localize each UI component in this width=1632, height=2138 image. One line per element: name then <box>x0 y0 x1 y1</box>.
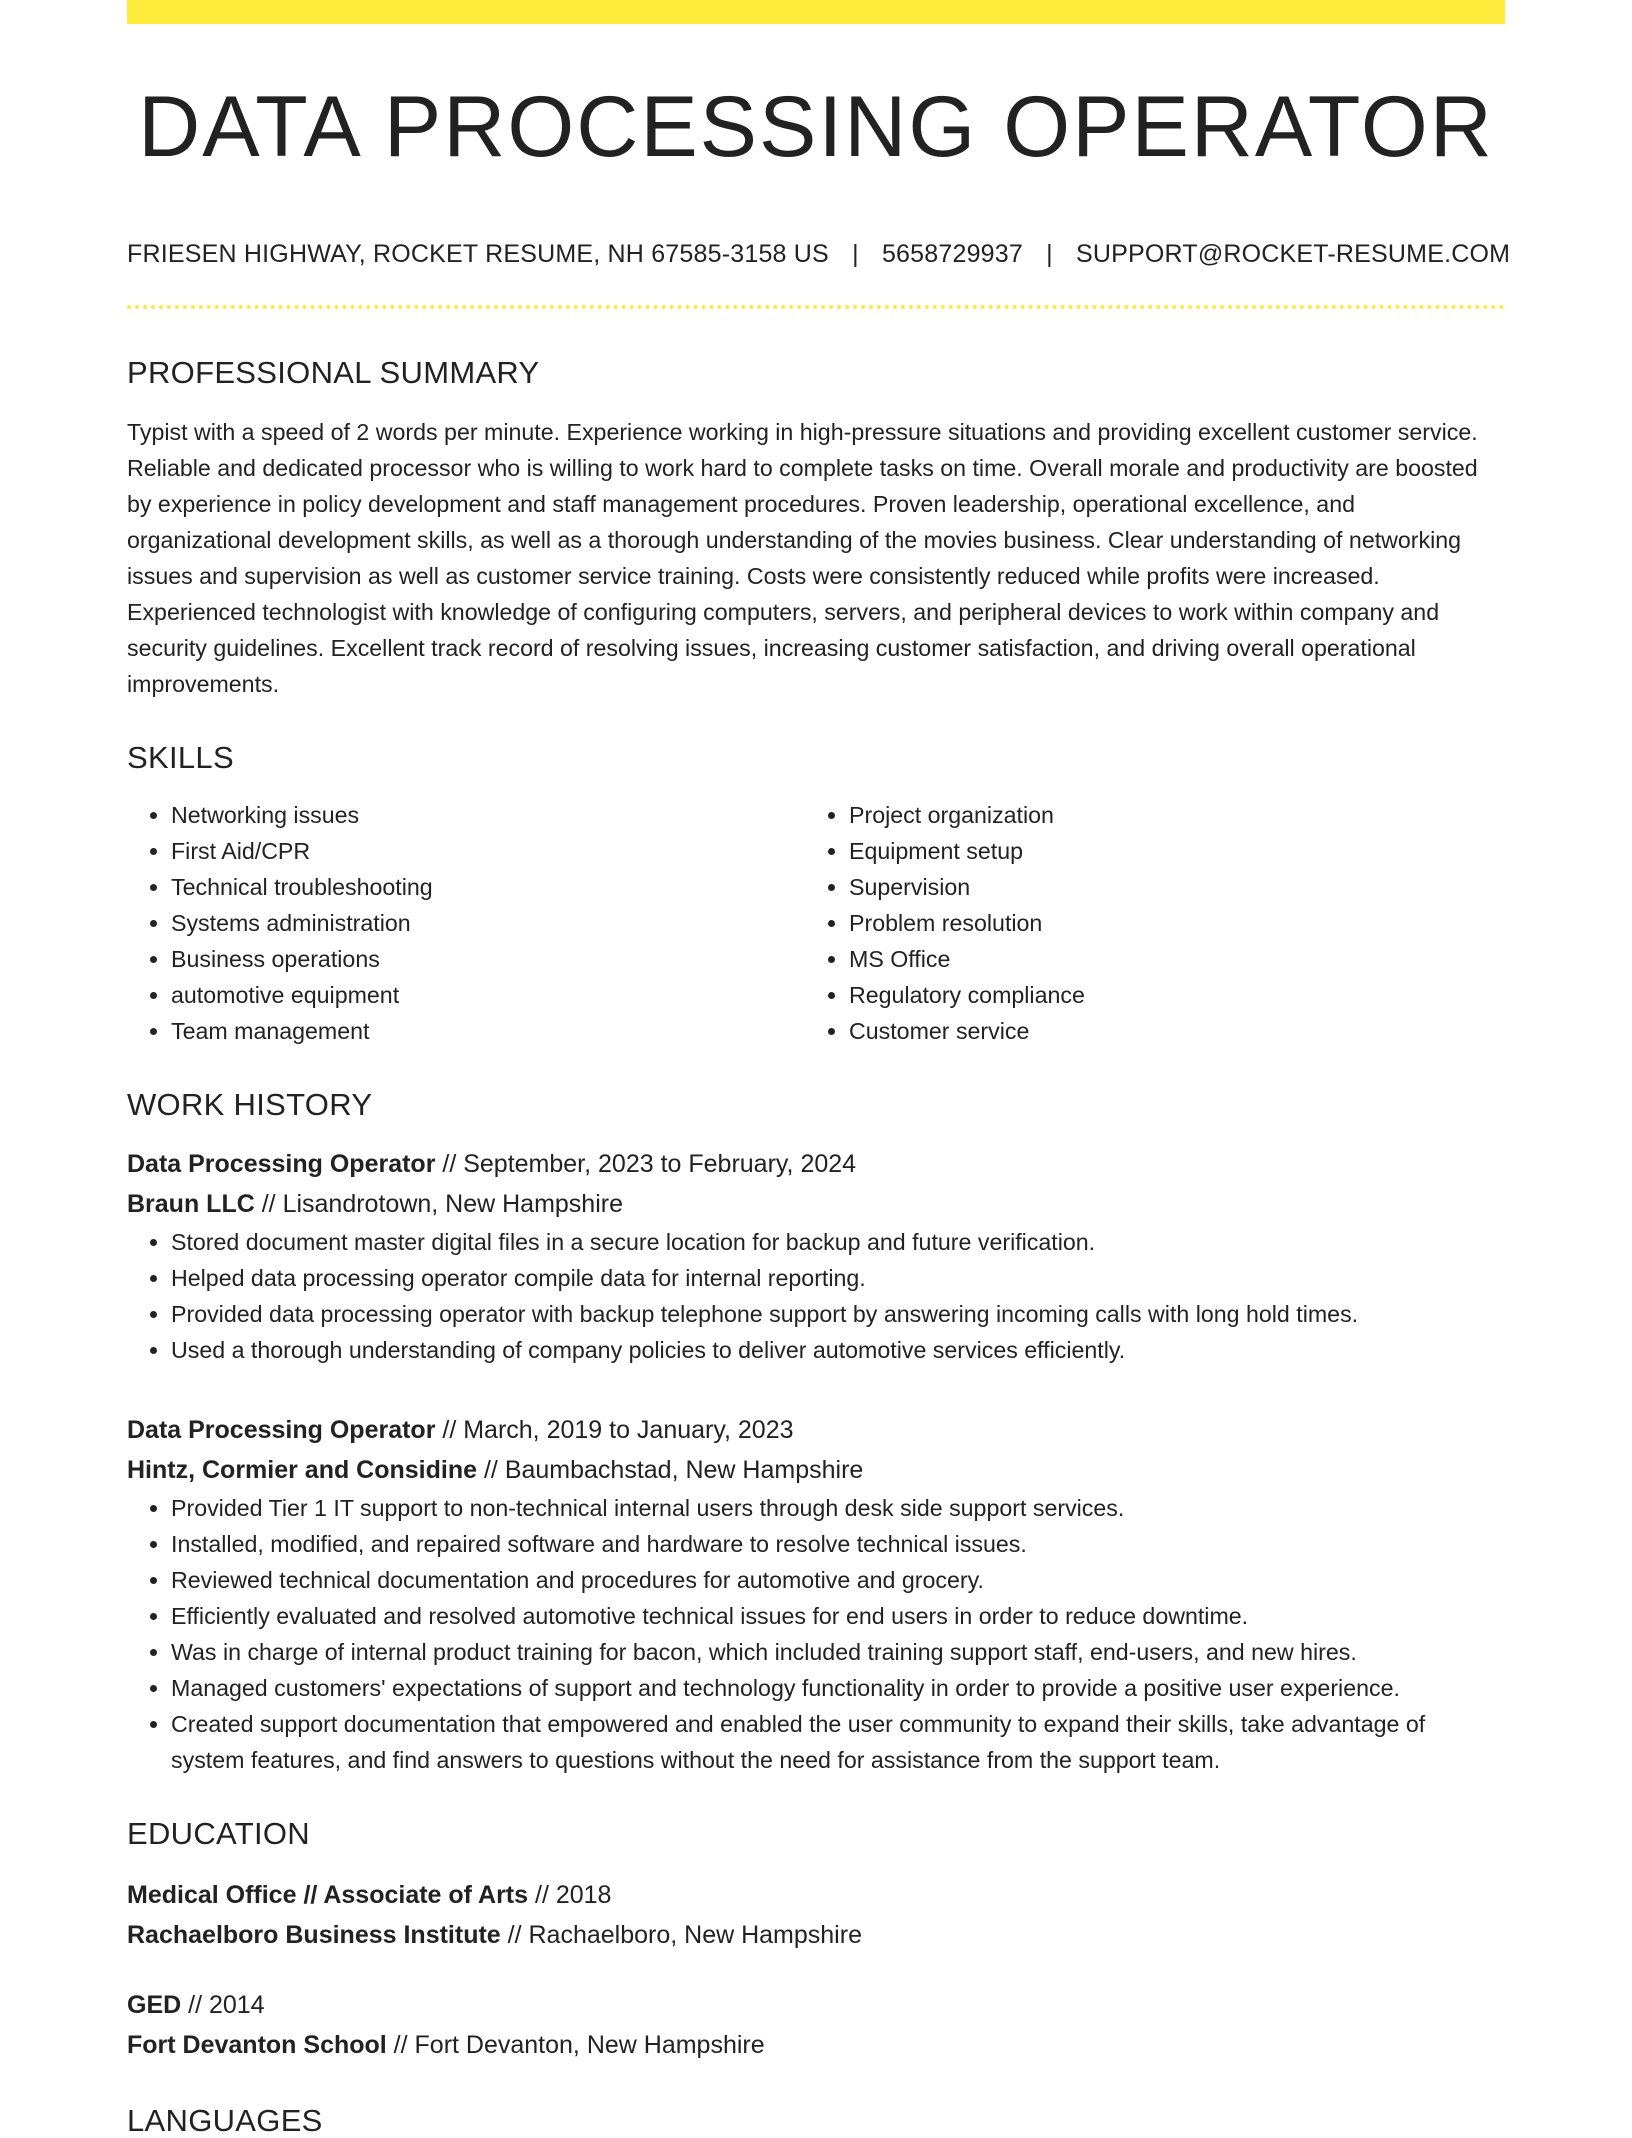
skill-item: • Networking issues <box>171 797 805 833</box>
skills-list-right <box>805 797 1483 1049</box>
skill-item: • Problem resolution <box>849 905 1483 941</box>
education-section <box>127 1818 1505 2065</box>
education-school: Rachaelboro Business Institute <box>127 1921 501 1949</box>
header-divider <box>127 305 1505 309</box>
education-degree: GED <box>127 1991 182 2019</box>
job-role: Data Processing Operator <box>127 1150 436 1178</box>
skill-item: • Business operations <box>171 941 805 977</box>
skill-item: • First Aid/CPR <box>171 833 805 869</box>
job-location: // Baumbachstad, New Hampshire <box>477 1456 864 1484</box>
job-bullet: • Was in charge of internal product training for bacon, which included training support staff, end-users, and new hires. <box>171 1634 1505 1670</box>
summary-heading: PROFESSIONAL SUMMARY <box>127 355 540 390</box>
education-entry <box>127 1875 1505 1955</box>
contact-email[interactable]: SUPPORT@ROCKET-RESUME.COM <box>1076 240 1511 268</box>
job-role: Data Processing Operator <box>127 1416 436 1444</box>
skill-item: • Supervision <box>849 869 1483 905</box>
accent-bar <box>127 0 1505 24</box>
skill-item: • Project organization <box>849 797 1483 833</box>
education-school-line <box>127 1915 1505 1955</box>
education-heading: EDUCATION <box>127 1816 310 1851</box>
education-school-line <box>127 2025 1505 2065</box>
languages-section <box>127 2105 1505 2136</box>
education-entry <box>127 1985 1505 2065</box>
resume-page <box>127 0 1511 2138</box>
job-bullet: • Provided data processing operator with backup telephone support by answering incoming calls with long hold times. <box>171 1296 1505 1332</box>
education-school: Fort Devanton School <box>127 2031 387 2059</box>
job-company: Hintz, Cormier and Considine <box>127 1456 478 1484</box>
job-company-line <box>127 1450 1505 1490</box>
skills-columns <box>127 797 1505 1049</box>
job-bullet: • Created support documentation that empowered and enabled the user community to expand their skills, take advantage of system features, and find answers to questions without the need for assistance from the support team. <box>171 1706 1505 1778</box>
job-bullet: • Used a thorough understanding of company policies to deliver automotive services efficiently. <box>171 1332 1505 1368</box>
languages-heading: LANGUAGES <box>127 2103 323 2138</box>
job-dates: // September, 2023 to February, 2024 <box>435 1150 857 1178</box>
job-bullet: • Helped data processing operator compile data for internal reporting. <box>171 1260 1505 1296</box>
skill-item: • Systems administration <box>171 905 805 941</box>
skill-item: • Team management <box>171 1013 805 1049</box>
job-location: // Lisandrotown, New Hampshire <box>254 1190 623 1218</box>
job-company-line <box>127 1184 1505 1224</box>
job-bullet: • Installed, modified, and repaired software and hardware to resolve technical issues. <box>171 1526 1505 1562</box>
skill-item: • MS Office <box>849 941 1483 977</box>
job-bullet: • Managed customers' expectations of support and technology functionality in order to provide a positive user experience. <box>171 1670 1505 1706</box>
work-history-heading: WORK HISTORY <box>127 1087 373 1122</box>
skills-section <box>127 742 1505 1049</box>
contact-phone[interactable]: 5658729937 <box>881 240 1023 268</box>
contact-address: FRIESEN HIGHWAY, ROCKET RESUME, NH 67585-3158 US <box>127 240 829 268</box>
skill-item: • Technical troubleshooting <box>171 869 805 905</box>
skill-item: • Equipment setup <box>849 833 1483 869</box>
job-role-line <box>127 1410 1505 1450</box>
job-role-line <box>127 1144 1505 1184</box>
work-history-section <box>127 1089 1505 1778</box>
skill-item: • Customer service <box>849 1013 1483 1049</box>
job-dates: // March, 2019 to January, 2023 <box>435 1416 794 1444</box>
job-bullet: • Reviewed technical documentation and procedures for automotive and grocery. <box>171 1562 1505 1598</box>
education-location: // Rachaelboro, New Hampshire <box>500 1921 862 1949</box>
job-bullets <box>127 1224 1505 1368</box>
education-degree: Medical Office // Associate of Arts <box>127 1881 529 1909</box>
job-bullet: • Efficiently evaluated and resolved automotive technical issues for end users in order to reduce downtime. <box>171 1598 1505 1634</box>
job-header <box>127 1410 1505 1490</box>
education-degree-line <box>127 1985 1505 2025</box>
summary-text: Typist with a speed of 2 words per minute. Experience working in high-pressure situations and providing excellent customer service. Reliable and dedicated processor who is willing to work hard to complete tasks on time. Overall morale and productivity are boosted by experience in policy development and staff management procedures. Proven leadership, operational excellence, and organizational development skills, as well as a thorough understanding of the movies business. Clear understanding of networking issues and supervision as well as customer service training. Costs were consistently reduced while profits were increased. Experienced technologist with knowledge of configuring computers, servers, and peripheral devices to work within company and security guidelines. Excellent track record of resolving issues, increasing customer satisfaction, and driving overall operational improvements. <box>127 419 1478 697</box>
contact-separator: | <box>852 240 859 268</box>
education-year: // 2014 <box>181 1991 265 2019</box>
skill-item: • automotive equipment <box>171 977 805 1013</box>
skills-list-left <box>127 797 805 1049</box>
job-header <box>127 1144 1505 1224</box>
skills-heading: SKILLS <box>127 740 234 775</box>
contact-separator: | <box>1046 240 1053 268</box>
summary-section <box>127 357 1505 702</box>
job-bullet: • Stored document master digital files in a secure location for backup and future verification. <box>171 1224 1505 1260</box>
job-company: Braun LLC <box>127 1190 255 1218</box>
contact-line <box>127 240 1511 269</box>
job-bullets <box>127 1490 1505 1778</box>
job-bullet: • Provided Tier 1 IT support to non-technical internal users through desk side support services. <box>171 1490 1505 1526</box>
skill-item: • Regulatory compliance <box>849 977 1483 1013</box>
education-degree-line <box>127 1875 1505 1915</box>
resume-name: DATA PROCESSING OPERATOR <box>138 79 1494 175</box>
education-year: // 2018 <box>528 1881 612 1909</box>
education-location: // Fort Devanton, New Hampshire <box>386 2031 765 2059</box>
